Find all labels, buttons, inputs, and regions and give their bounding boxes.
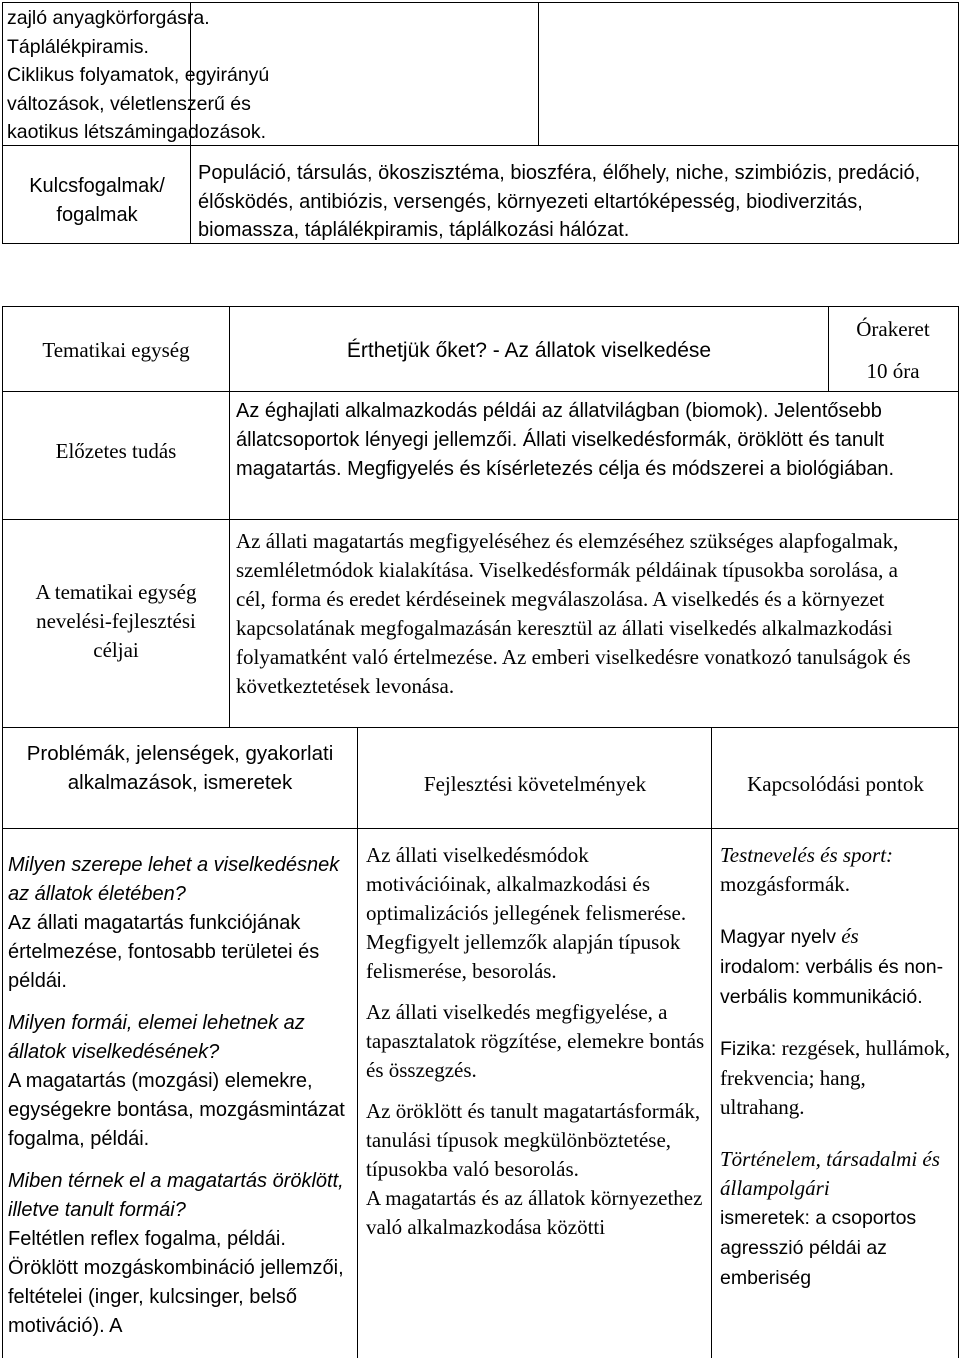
continuation-text — [7, 4, 327, 147]
col1-q3 — [8, 1167, 354, 1225]
col1-content — [8, 851, 354, 1341]
celjai-text: Az állati magatartás megfigyeléséhez és elemzéséhez szükséges alapfogalmak, szemléletmódok kialakítása. Viselkedésformák példáinak típusokba sorolása, a cél, forma és eredet kérdéseinek megválaszolása. A viselkedés és a környezet kapcsolatának megfogalmazásán keresztül az állati viselkedés alkalmazkodási folyamatként való értelmezése. Az emberi viselkedésre vonatkozó tanulságok és következtetések levonása. — [236, 529, 911, 698]
col3-fizika-text: rezgések, hullámok, frekvencia; hang, ultrahang. — [720, 1036, 951, 1119]
col1-q2-text: Milyen formái, elemei lehetnek az állatok viselkedésének? — [8, 1012, 305, 1063]
unit-title: Érthetjük őket? - Az állatok viselkedése — [346, 339, 712, 362]
unit-row-divider-1 — [2, 391, 959, 392]
unit-border-top — [2, 306, 959, 307]
continuation-line-4: változások, véletlenszerű és — [7, 92, 251, 115]
unit-border-left — [2, 306, 3, 1358]
kulcsfogalmak-label: Kulcsfogalmak/ fogalmak — [29, 175, 165, 226]
col1-q1 — [8, 851, 354, 909]
col2-p5: A magatartás és az állatok környezethez való alkalmazkodása közötti — [366, 1186, 703, 1239]
col1-q2-body: A magatartás (mozgási) elemekre, egységekre bontása, mozgásmintázat fogalma, példái. — [8, 1070, 345, 1150]
col3-magyar-text: verbális és non-verbális kommunikáció. — [720, 956, 944, 1008]
top-table-divider-col-2 — [538, 2, 539, 145]
unit-orakeret-divider — [828, 306, 829, 392]
unit-col-divider-left — [229, 306, 230, 728]
col3-tortenelem-label: Történelem, társadalmi és állampolgári — [720, 1147, 940, 1200]
col1-q1-body: Az állati magatartás funkciójának értelmezése, fontosabb területei és példái. — [8, 912, 320, 992]
col2-header: Fejlesztési követelmények — [423, 772, 647, 796]
unit-row-divider-3 — [2, 727, 959, 728]
col3-header: Kapcsolódási pontok — [747, 772, 924, 796]
unit-row-divider-4 — [2, 828, 959, 829]
orakeret-value: 10 óra — [866, 359, 920, 383]
col3-fizika — [720, 1034, 952, 1122]
orakeret-label: Órakeret — [856, 317, 930, 341]
col2-p3: Az állati viselkedés megfigyelése, a tapasztalatok rögzítése, elemekre bontás és összegzés. — [366, 1000, 705, 1082]
col2-p2: Megfigyelt jellemzők alapján típusok felismerése, besorolás. — [366, 930, 681, 983]
continuation-line-2: Táplálékpiramis. — [7, 35, 149, 58]
col3-testneveles-text: mozgásformák. — [720, 872, 851, 896]
col3-tortenelem — [720, 1145, 952, 1293]
col1-q1-text: Milyen szerepe lehet a viselkedésnek az állatok életében? — [8, 854, 340, 905]
col3-magyar-label-a: Magyar nyelv — [720, 926, 836, 948]
top-table-border-top — [2, 2, 959, 3]
continuation-line-1: zajló anyagkörforgásra. — [7, 7, 210, 29]
col3-tortenelem-text: ismeretek: a csoportos agresszió példái az emberiség — [720, 1207, 917, 1289]
col1-q3-body: Feltétlen reflex fogalma, példái. Öröklött mozgáskombináció jellemzői, feltételei (inger, kulcsinger, belső motiváció). A — [8, 1228, 344, 1337]
col2-p4: Az öröklött és tanult magatartásformák, tanulási típusok megkülönböztetése, típusokba való besorolás. — [366, 1099, 701, 1181]
elozetes-tudas-text: Az éghajlati alkalmazkodás példái az állatvilágban (biomok). Jelentősebb állatcsoportok lényegi jellemzői. Állati viselkedésformák, öröklött és tanult magatartás. Megfigyelés és kísérletezés célja és módszerei a biológiában. — [236, 400, 895, 480]
col3-content — [720, 841, 952, 1293]
col3-magyar — [720, 922, 952, 1012]
col1-q3-text: Miben térnek el a magatartás öröklött, illetve tanult formái? — [8, 1170, 344, 1221]
top-table-border-left — [2, 2, 3, 244]
kulcsfogalmak-text: Populáció, társulás, ökoszisztéma, bioszféra, élőhely, niche, szimbiózis, predáció, élősködés, antibiózis, versengés, környezeti eltartóképesség, biodiverzitás, biomassza, táplálékpiramis, táplálkozási hálózat. — [198, 162, 921, 241]
col1-header: Problémák, jelenségek, gyakorlati alkalmazások, ismeretek — [26, 742, 334, 794]
celjai-label: A tematikai egység nevelési-fejlesztési céljai — [35, 580, 197, 662]
elozetes-tudas-label: Előzetes tudás — [55, 439, 177, 463]
unit-col-divider-3 — [711, 727, 712, 1358]
continuation-line-3: Ciklikus folyamatok, egyirányú — [7, 64, 270, 86]
col3-fizika-label: Fizika: — [720, 1038, 777, 1060]
unit-row-divider-2 — [2, 519, 959, 520]
col3-magyar-label-b: és — [841, 924, 859, 948]
col1-q2 — [8, 1009, 354, 1067]
col2-content — [366, 841, 706, 1242]
tematikai-egyseg-label: Tematikai egység — [42, 338, 190, 362]
col3-testneveles — [720, 841, 952, 899]
col2-p1: Az állati viselkedésmódok motivációinak, alkalmazkodási és optimalizációs jellegének felismerése. — [366, 843, 687, 925]
top-table-border-right — [958, 2, 959, 244]
continuation-line-5: kaotikus létszámingadozások. — [7, 121, 267, 143]
col3-testneveles-label: Testnevelés és sport: — [720, 843, 894, 867]
unit-border-right — [958, 306, 959, 1358]
col3-magyar-label-c: irodalom: — [720, 956, 801, 978]
unit-col-divider-2 — [357, 727, 358, 1358]
